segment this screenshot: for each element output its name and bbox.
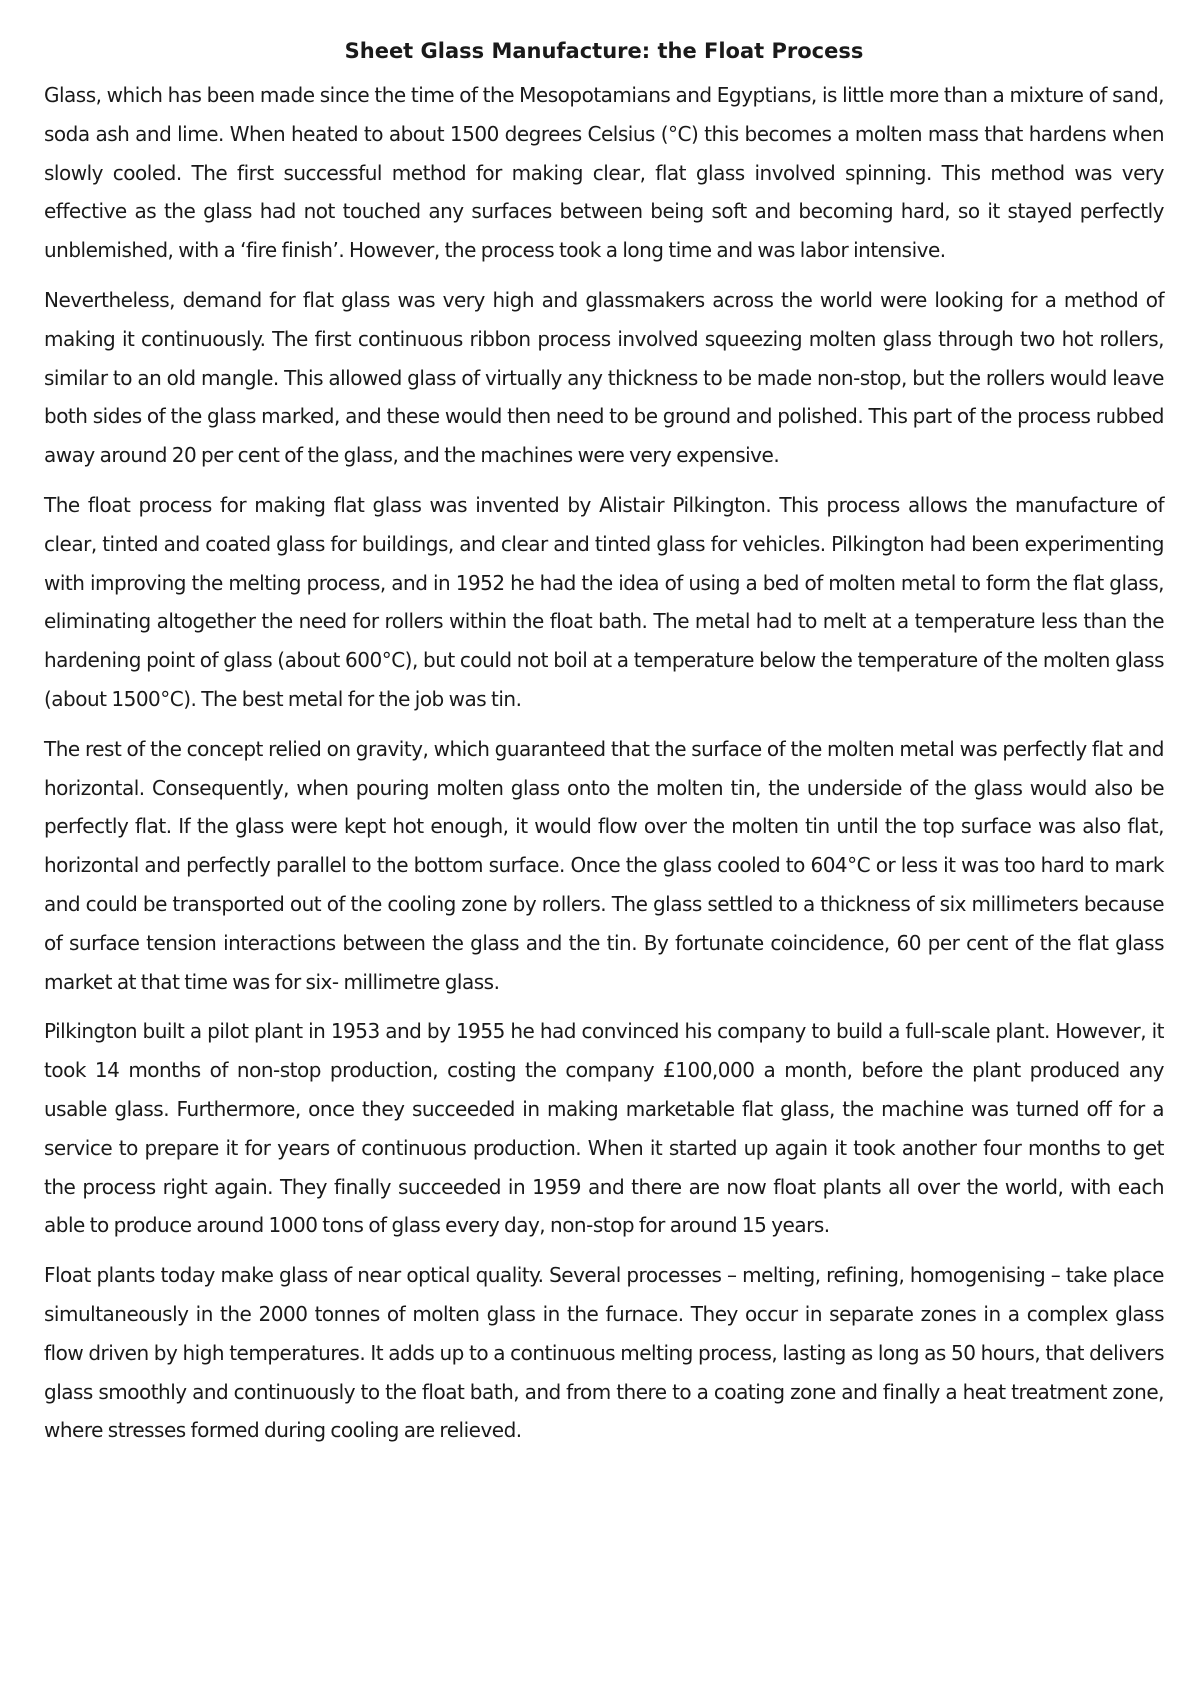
document-page bbox=[44, 36, 1164, 1461]
paragraph-4: The rest of the concept relied on gravity, which guaranteed that the surface of the molten metal was perfectly flat and horizontal. Consequently, when pouring molten glass onto the molten tin, the underside of the glass would also be perfectly flat. If the glass were kept hot enough, it would flow over the molten tin until the top surface was also flat, horizontal and perfectly parallel to the bottom surface. Once the glass cooled to 604°C or less it was too hard to mark and could be transported out of the cooling zone by rollers. The glass settled to a thickness of six millimeters because of surface tension interactions between the glass and the tin. By fortunate coincidence, 60 per cent of the flat glass market at that time was for six- millimetre glass. bbox=[44, 736, 1164, 994]
paragraph-2: Nevertheless, demand for flat glass was very high and glassmakers across the world were looking for a method of making it continuously. The first continuous ribbon process involved squeezing molten glass through two hot rollers, similar to an old mangle. This allowed glass of virtually any thickness to be made non-stop, but the rollers would leave both sides of the glass marked, and these would then need to be ground and polished. This part of the process rubbed away around 20 per cent of the glass, and the machines were very expensive. bbox=[44, 287, 1164, 468]
paragraph-6: Float plants today make glass of near optical quality. Several processes – melting, refining, homogenising – take place simultaneously in the 2000 tonnes of molten glass in the furnace. They occur in separate zones in a complex glass flow driven by high temperatures. It adds up to a continuous melting process, lasting as long as 50 hours, that delivers glass smoothly and continuously to the float bath, and from there to a coating zone and finally a heat treatment zone, where stresses formed during cooling are relieved. bbox=[44, 1263, 1164, 1443]
paragraph-3: The float process for making flat glass was invented by Alistair Pilkington. This process allows the manufacture of clear, tinted and coated glass for buildings, and clear and tinted glass for vehicles. Pilkington had been experimenting with improving the melting process, and in 1952 he had the idea of using a bed of molten metal to form the flat glass, eliminating altogether the need for rollers within the float bath. The metal had to melt at a temperature less than the hardening point of glass (about 600°C), but could not boil at a temperature below the temperature of the molten glass (about 1500°C). The best metal for the job was tin. bbox=[44, 492, 1164, 711]
paragraph-5: Pilkington built a pilot plant in 1953 and by 1955 he had convinced his company to build a full-scale plant. However, it took 14 months of non-stop production, costing the company £100,000 a month, before the plant produced any usable glass. Furthermore, once they succeeded in making marketable flat glass, the machine was turned off for a service to prepare it for years of continuous production. When it started up again it took another four months to get the process right again. They finally succeeded in 1959 and there are now float plants all over the world, with each able to produce around 1000 tons of glass every day, non-stop for around 15 years. bbox=[44, 1019, 1164, 1238]
paragraph-1: Glass, which has been made since the time of the Mesopotamians and Egyptians, is little more than a mixture of sand, soda ash and lime. When heated to about 1500 degrees Celsius (°C) this becomes a molten mass that hardens when slowly cooled. The first successful method for making clear, flat glass involved spinning. This method was very effective as the glass had not touched any surfaces between being soft and becoming hard, so it stayed perfectly unblemished, with a ‘fire finish’. However, the process took a long time and was labor intensive. bbox=[44, 83, 1164, 263]
page-title: Sheet Glass Manufacture: the Float Process bbox=[344, 39, 864, 63]
